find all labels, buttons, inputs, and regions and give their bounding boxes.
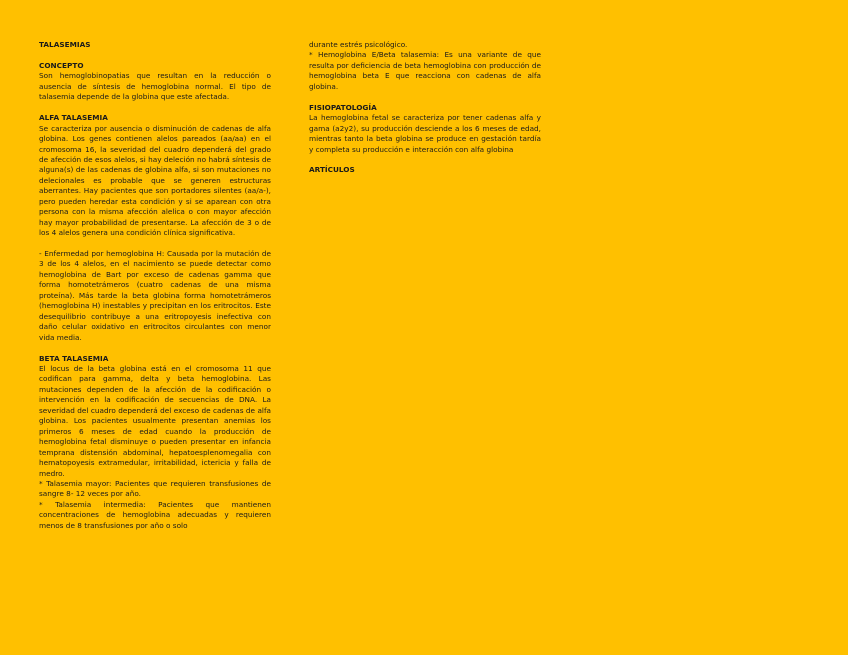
continuation-text: durante estrés psicológico. [309, 40, 408, 49]
right-column [309, 40, 541, 176]
left-column [39, 40, 271, 531]
spacer [39, 50, 271, 60]
beta-heading: BETA TALASEMIA [39, 353, 109, 363]
spacer [309, 155, 541, 165]
concepto-text: Son hemoglobinopatias que resultan en la reducción o ausencia de síntesis de hemoglobina normal. El tipo de talasemia depende de la globina que este afectada. [39, 71, 271, 102]
concepto-heading: CONCEPTO [39, 60, 84, 70]
alfa-text: Se caracteriza por ausencia o disminución de cadenas de alfa globina. Los genes contienen alelos pareados (aa/aa) en el cromosoma 16, la severidad del cuadro dependerá del grado de afección de esos alelos, si hay deleción no habrá síntesis de alguna(s) de las cadenas de globina alfa, si son mutaciones no delecionales es probable que se generen estructuras aberrantes. Hay pacientes que son portadores silentes (aa/a-), pero pueden heredar esta condición y si se aparean con otra persona con la misma afección alelica o con mayor afección hay mayor probabilidad de presentarse. La afección de 3 o de los 4 alelos genera una condición clínica significativa. [39, 123, 271, 238]
talasemia-mayor-text: * Talasemia mayor: Pacientes que requieren transfusiones de sangre 8- 12 veces por año. [39, 478, 271, 499]
document-title: TALASEMIAS [39, 40, 91, 49]
hb-e-text: * Hemoglobina E/Beta talasemia: Es una variante de que resulta por deficiencia de beta hemoglobina con producción de hemoglobina beta E que reacciona con cadenas de alfa globina. [309, 50, 541, 91]
articulos-heading: ARTÍCULOS [309, 165, 355, 175]
talasemia-intermedia-text: * Talasemia intermedia: Pacientes que mantienen concentraciones de hemoglobina adecuadas y requieren menos de 8 transfusiones por año o solo [39, 499, 271, 530]
spacer [39, 103, 271, 113]
spacer [39, 239, 271, 249]
spacer [39, 343, 271, 353]
fisiopatologia-heading: FISIOPATOLOGÍA [309, 102, 377, 112]
beta-text: El locus de la beta globina está en el cromosoma 11 que codifican para gamma, delta y beta hemoglobina. Las mutaciones dependen de la afección de la codificación o intervención en la codificación de secuencias de DNA. La severidad del cuadro dependerá del exceso de cadenas de alfa globina. Los pacientes usualmente presentan anemias los primeros 6 meses de edad cuando la producción de hemoglobina fetal disminuye o pueden presentar en infancia temprana distensión abdominal, hepatoesplenomegalia con hematopoyesis extramedular, irritabilidad, ictericia y falla de medro. [39, 363, 271, 478]
fisiopatologia-text: La hemoglobina fetal se caracteriza por tener cadenas alfa y gama (a2y2), su producción desciende a los 6 meses de edad, mientras tanto la beta globina se produce en gestación tardía y completa su producción e interacción con alfa globina [309, 113, 541, 154]
alfa-heading: ALFA TALASEMIA [39, 113, 108, 123]
spacer [309, 92, 541, 102]
hemoglobina-h-text: - Enfermedad por hemoglobina H: Causada por la mutación de 3 de los 4 alelos, en el nacimiento se puede detectar como hemoglobina de Bart por exceso de cadenas gamma que forma homotetrámeros (cuatro cadenas de una misma proteína). Más tarde la beta globina forma homotetrámeros (hemoglobina H) inestables y precipitan en los eritrocitos. Este desequilibrio contribuye a una eritropoyesis inefectiva con daño celular oxidativo en eritrocitos circulantes con menor vida media. [39, 249, 271, 342]
